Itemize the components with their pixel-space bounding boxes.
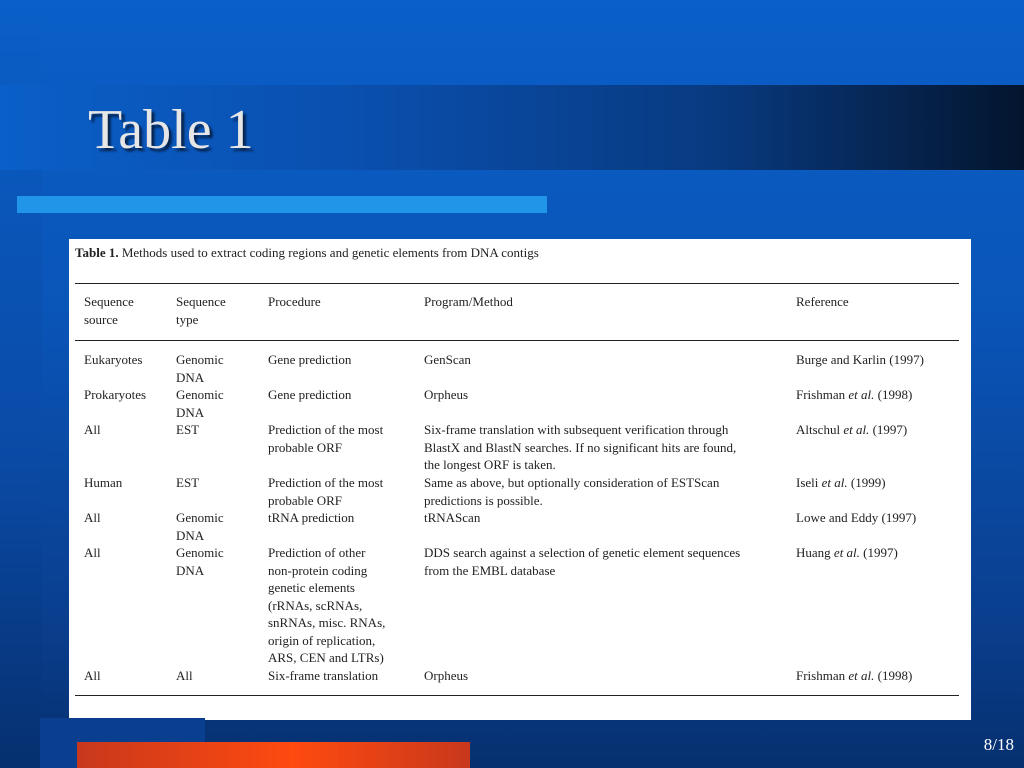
cell-type: EST — [176, 422, 200, 437]
cell-program: Same as above, but optionally consideration of ESTScan predictions is possible. — [424, 475, 720, 508]
slide-title: Table 1 — [88, 99, 254, 161]
cell-program: Orpheus — [424, 668, 469, 683]
reference-et-al: et al. — [833, 545, 860, 560]
reference-et-al: et al. — [843, 422, 870, 437]
cell-program: GenScan — [424, 352, 471, 367]
cell-program: Orpheus — [424, 387, 469, 402]
cell-reference: Frishman et al. (1998) — [796, 668, 913, 683]
reference-et-al: et al. — [848, 668, 875, 683]
cell-procedure: Prediction of the most probable ORF — [268, 475, 384, 508]
cell-type: EST — [176, 475, 200, 490]
table-caption — [75, 245, 539, 261]
cell-program: Six-frame translation with subsequent verification through BlastX and BlastN searches. If no significant hits are found, the longest ORF is taken. — [424, 422, 737, 472]
cell-reference: Altschul et al. (1997) — [796, 422, 908, 437]
cell-source: Human — [84, 475, 123, 490]
table-header-rule — [75, 340, 959, 341]
header-sequence-source: Sequence source — [84, 294, 134, 327]
table-top-rule — [75, 283, 959, 284]
cell-procedure: Gene prediction — [268, 352, 352, 367]
table-caption-label: Table 1. — [75, 245, 119, 260]
table-image-panel — [69, 239, 971, 720]
cell-procedure: tRNA prediction — [268, 510, 355, 525]
header-reference: Reference — [796, 294, 849, 309]
cell-reference: Lowe and Eddy (1997) — [796, 510, 917, 525]
cell-procedure: Gene prediction — [268, 387, 352, 402]
accent-bar — [17, 196, 547, 213]
reference-et-al: et al. — [821, 475, 848, 490]
cell-program: tRNAScan — [424, 510, 481, 525]
cell-reference: Burge and Karlin (1997) — [796, 352, 924, 367]
page-number: 8/18 — [983, 735, 1014, 754]
cell-procedure: Prediction of the most probable ORF — [268, 422, 384, 455]
cell-source: All — [84, 545, 101, 560]
reference-et-al: et al. — [848, 387, 875, 402]
table-caption-text: Methods used to extract coding regions and genetic elements from DNA contigs — [118, 245, 539, 260]
cell-type: Genomic DNA — [176, 352, 224, 385]
cell-source: Prokaryotes — [84, 387, 147, 402]
header-procedure: Procedure — [268, 294, 321, 309]
cell-program: DDS search against a selection of genetic element sequences from the EMBL database — [424, 545, 741, 578]
cell-type: Genomic DNA — [176, 387, 224, 420]
cell-type: Genomic DNA — [176, 510, 224, 543]
orange-decor-bar — [77, 742, 470, 768]
cell-source: All — [84, 422, 101, 437]
header-sequence-type: Sequence type — [176, 294, 226, 327]
cell-reference: Huang et al. (1997) — [796, 545, 898, 560]
cell-source: All — [84, 668, 101, 683]
cell-type: Genomic DNA — [176, 545, 224, 578]
cell-procedure: Prediction of other non-protein coding genetic elements (rRNAs, scRNAs, snRNAs, misc. RNAs, origin of replication, ARS, CEN and LTRs) — [268, 545, 386, 665]
cell-reference: Iseli et al. (1999) — [796, 475, 886, 490]
cell-reference: Frishman et al. (1998) — [796, 387, 913, 402]
header-program-method: Program/Method — [424, 294, 513, 309]
cell-type: All — [176, 668, 193, 683]
cell-procedure: Six-frame translation — [268, 668, 379, 683]
cell-source: All — [84, 510, 101, 525]
cell-source: Eukaryotes — [84, 352, 143, 367]
table-bottom-rule — [75, 695, 959, 696]
